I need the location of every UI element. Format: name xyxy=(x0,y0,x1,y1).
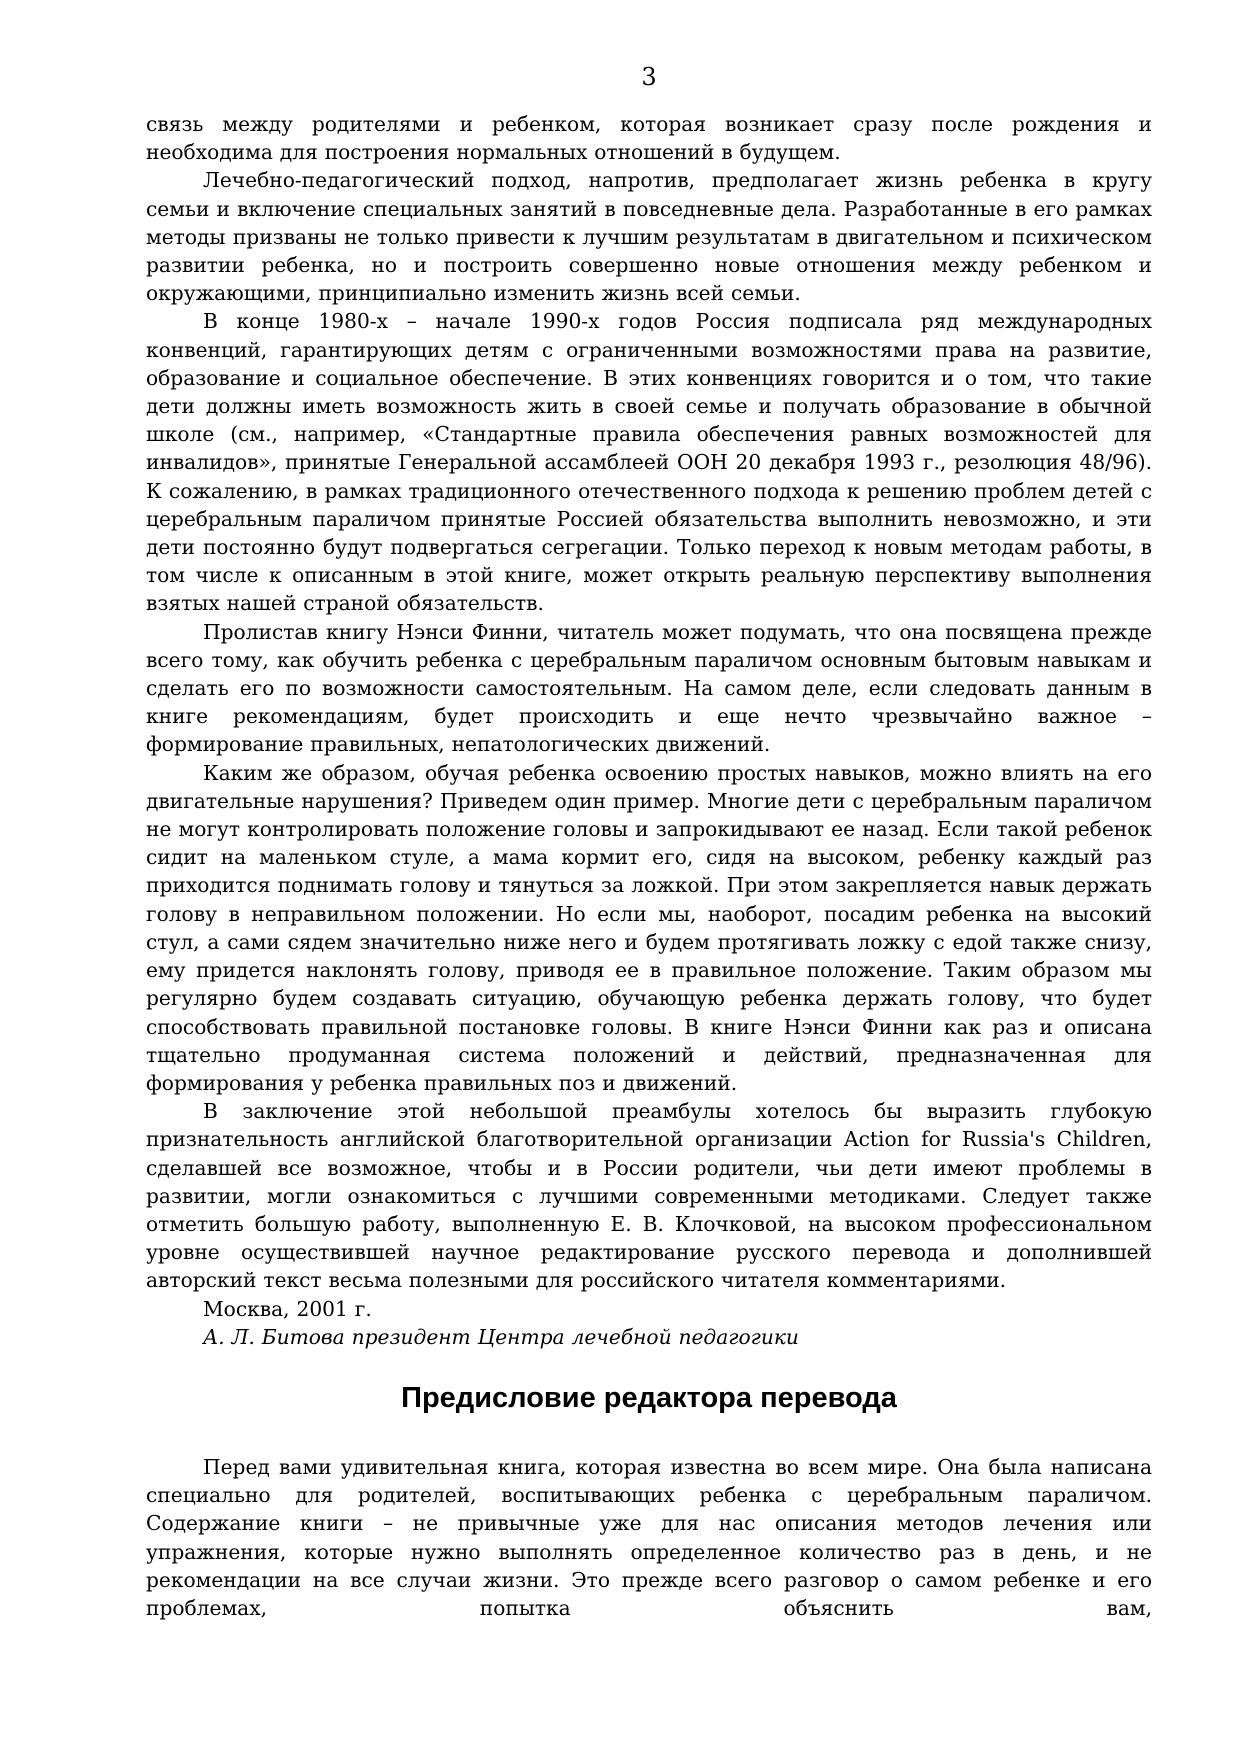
paragraph: Перед вами удивительная книга, которая известна во всем мире. Она была написана специально для родителей, воспитывающих ребенка с церебральным параличом. Содержание книги – не привычные уже для нас описания методов лечения или упражнения, которые нужно выполнять определенное количество раз в день, и не рекомендации на все случаи жизни. Это прежде всего разговор о самом ребенке и его проблемах, попытка объяснить вам, xyxy=(146,1454,1152,1620)
paragraph: Пролистав книгу Нэнси Финни, читатель может подумать, что она посвящена прежде всего тому, как обучить ребенка с церебральным параличом основным бытовым навыкам и сделать его по возможности самостоятельным. На самом деле, если следовать данным в книге рекомендациям, будет происходить и еще нечто чрезвычайно важное – формирование правильных, непатологических движений. xyxy=(146,619,1152,757)
section-heading: Предисловие редактора перевода xyxy=(401,1381,897,1414)
signature-line: А. Л. Битова президент Центра лечебной педагогики xyxy=(203,1324,799,1349)
paragraph: В конце 1980-х – начале 1990-х годов Россия подписала ряд международных конвенций, гарантирующих детям с ограниченными возможностями права на развитие, образование и социальное обеспечение. В этих конвенциях говорится и о том, что такие дети должны иметь возможность жить в своей семье и получать образование в обычной школе (см., например, «Стандартные правила обеспечения равных возможностей для инвалидов», принятые Генеральной ассамблеей ООН 20 декабря 1993 г., резолюция 48/96). К сожалению, в рамках традиционного отечественного подхода к решению проблем детей с церебральным параличом принятые Россией обязательства выполнить невозможно, и эти дети постоянно будут подвергаться сегрегации. Только переход к новым методам работы, в том числе к описанным в этой книге, может открыть реальную перспективу выполнения взятых нашей страной обязательств. xyxy=(146,309,1152,616)
paragraph: Лечебно-педагогический подход, напротив, предполагает жизнь ребенка в кругу семьи и включение специальных занятий в повседневные дела. Разработанные в его рамках методы призваны не только привести к лучшим результатам в двигательном и психическом развитии ребенка, но и построить совершенно новые отношения между ребенком и окружающими, принципиально изменить жизнь всей семьи. xyxy=(146,168,1152,306)
page-number: 3 xyxy=(641,63,657,91)
paragraph: В заключение этой небольшой преамбулы хотелось бы выразить глубокую признательность английской благотворительной организации Action for Russia's Children, сделавшей все возможное, чтобы и в России родители, чьи дети имеют проблемы в развитии, могли ознакомиться с лучшими современными методиками. Следует также отметить большую работу, выполненную Е. В. Клочковой, на высоком профессиональном уровне осуществившей научное редактирование русского перевода и дополнившей авторский текст весьма полезными для российского читателя комментариями. xyxy=(146,1099,1152,1293)
paragraph: Каким же образом, обучая ребенка освоению простых навыков, можно влиять на его двигательные нарушения? Приведем один пример. Многие дети с церебральным параличом не могут контролировать положение головы и запрокидывают ее назад. Если такой ребенок сидит на маленьком стуле, а мама кормит его, сидя на высоком, ребенку каждый раз приходится поднимать голову и тянуться за ложкой. При этом закрепляется навык держать голову в неправильном положении. Но если мы, наоборот, посадим ребенка на высокий стул, а сами сядем значительно ниже него и будем протягивать ложку с едой также снизу, ему придется наклонять голову, приводя ее в правильное положение. Таким образом мы регулярно будем создавать ситуацию, обучающую ребенка держать голову, что будет способствовать правильной постановке головы. В книге Нэнси Финни как раз и описана тщательно продуманная система положений и действий, предназначенная для формирования у ребенка правильных поз и движений. xyxy=(146,760,1152,1095)
date-line: Москва, 2001 г. xyxy=(203,1296,372,1321)
paragraph: связь между родителями и ребенком, которая возникает сразу после рождения и необходима для построения нормальных отношений в будущем. xyxy=(146,112,1152,165)
